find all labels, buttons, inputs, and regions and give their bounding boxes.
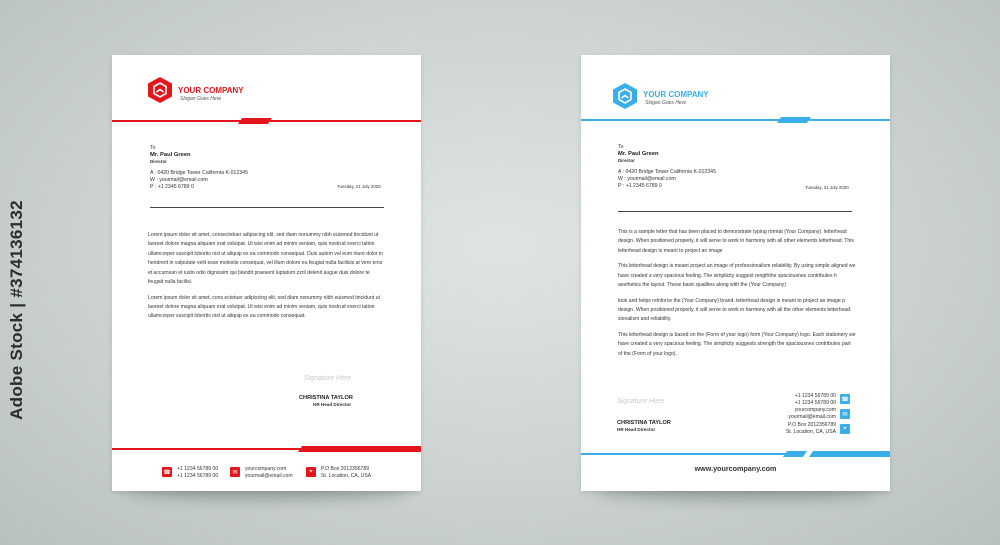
recipient-web: W : yourmail@email.com	[618, 176, 676, 182]
recipient-title: Director	[618, 158, 635, 163]
to-label: To	[618, 144, 624, 150]
paragraph: Lorem ipsum dolor sit amet, cons ectetuer adipiscing elit, sed diam nonummy nibh euismod tincidunt ut laoreet dolore magna aliquam erat volutpat. Ut wisi enim ad minim veniam, quis nostrud exerci tation ullamcorper suscipit lobortis nisl ut aliquip ex ea commodo consequat.	[148, 294, 380, 320]
signature-placeholder: Signature Here	[617, 398, 665, 405]
recipient-address: A : 0420 Bridge Tower California K-012345	[618, 169, 716, 175]
footer-band	[112, 446, 421, 452]
paragraph: look and helps reinforce the (Your Company) brand. letterhead design is meant to project an image p design. When positioned properly, it will serve to work in harmony with all the other elements letterhead. sionalism and reliability.	[618, 297, 852, 323]
phone-icon: ☎	[840, 394, 850, 404]
letterhead-blue	[581, 55, 890, 491]
letter-date: Tuesday, 21 July 2020	[337, 184, 381, 189]
recipient-phone: P : +1 2345 6789 0	[618, 183, 662, 189]
paragraph: This is a sample letter that has been placed to demonstrate typing rormat (Your Company). letterhead design. When positioned properly, it will serve to work in harmony with all other elements letterhead. This letterhead design is meant to project an image	[618, 229, 854, 254]
letter-date: Tuesday, 21 July 2020	[805, 185, 849, 190]
hexagon-logo-icon	[148, 77, 172, 103]
mail-icon: ✉	[840, 409, 850, 419]
recipient-name: Mr. Paul Green	[150, 152, 191, 158]
signature-placeholder: Signature Here	[304, 375, 352, 382]
footer-band	[581, 451, 890, 457]
stock-id-label: Adobe Stock | #374136132	[7, 200, 26, 420]
location-icon: ⌖	[306, 467, 316, 477]
signer-name: CHRISTINA TAYLOR	[299, 395, 353, 401]
paragraph: This letterhead design is based on the (Form of your logo) form (Your Company) logo. Each stationery we have created a very spacious feeling. The simplicity suggests strength the spaciousnes contributes part of the (Form of your logo).	[618, 331, 856, 357]
recipient-phone: P : +1 2345 6789 0	[150, 184, 194, 190]
company-slogan: Slogan Goes Here	[645, 100, 687, 106]
phone-icon: ☎	[162, 467, 172, 477]
to-label: To	[150, 145, 156, 151]
footer-phone: +1 1234 56789 00 +1 1234 56789 00	[177, 466, 219, 479]
signer-block	[299, 395, 353, 407]
recipient-name: Mr. Paul Green	[618, 151, 659, 157]
company-slogan: Slogan Goes Here	[180, 96, 222, 102]
header-band	[581, 117, 890, 123]
divider	[150, 207, 384, 208]
location-icon: ⌖	[840, 424, 850, 434]
header-band	[112, 118, 421, 124]
contact-email: yourcompany.com yourmail@email.com	[788, 407, 836, 420]
divider	[618, 211, 852, 212]
company-name: YOUR COMPANY	[178, 86, 244, 95]
company-website: www.yourcompany.com	[694, 464, 777, 473]
footer-email: yourcompany.com yourmail@email.com	[245, 466, 293, 479]
mail-icon: ✉	[230, 467, 240, 477]
paragraph: This letterhead design is meant project an image of professionalism reliability. By using simple aligned we have created a very spacious feeling. The simplicity suggest rengththe spaciousnes contributes h aesthetics the layout. These basic qualities along with the (Your Company)	[618, 263, 856, 289]
letterhead-red	[112, 55, 421, 491]
signer-title: HR Head Director	[313, 402, 352, 407]
recipient-web: W : yourmail@email.com	[150, 177, 208, 183]
signer-name: CHRISTINA TAYLOR	[617, 420, 671, 426]
company-name: YOUR COMPANY	[643, 90, 709, 99]
recipient-address: A : 0420 Bridge Tower California K-012345	[150, 170, 248, 176]
hexagon-logo-icon	[613, 83, 637, 109]
contact-address: P.O Box 2012356789 St. Location, CA, USA	[785, 422, 836, 435]
signer-block	[617, 420, 671, 432]
contact-phone: +1 1234 56789 00 +1 1234 56789 00	[794, 393, 836, 406]
recipient-title: Director	[150, 159, 167, 164]
signer-title: HR Head Director	[617, 427, 656, 432]
footer-address: P.O Box 2012356789 St. Location, CA, USA	[321, 466, 372, 479]
paragraph: Lorem ipsum dolor sit amet, consectetuer adipiscing elit, sed diam nonummy nibh euismod tincidunt ut laoreet dolore magna aliquam erat volutpat. Ut wisi enim ad minim veniam, quis nostrud exerci tation ullamcorper suscipit lobortis nisl ut aliquip ex ea commodo consequat. Duis autem vel eum iriure dolor in hendrerit in vulputate velit esse molestie consequat, vel illum dolore eu feugiat nulla facilisis at vero eros et accumsan et iusto odio dignissim qui blandit praesent luptatum zzril delenit augue duis dolore te feugait nulla facilisi.	[148, 232, 383, 286]
letter-body	[618, 228, 856, 365]
letter-body	[148, 231, 385, 328]
